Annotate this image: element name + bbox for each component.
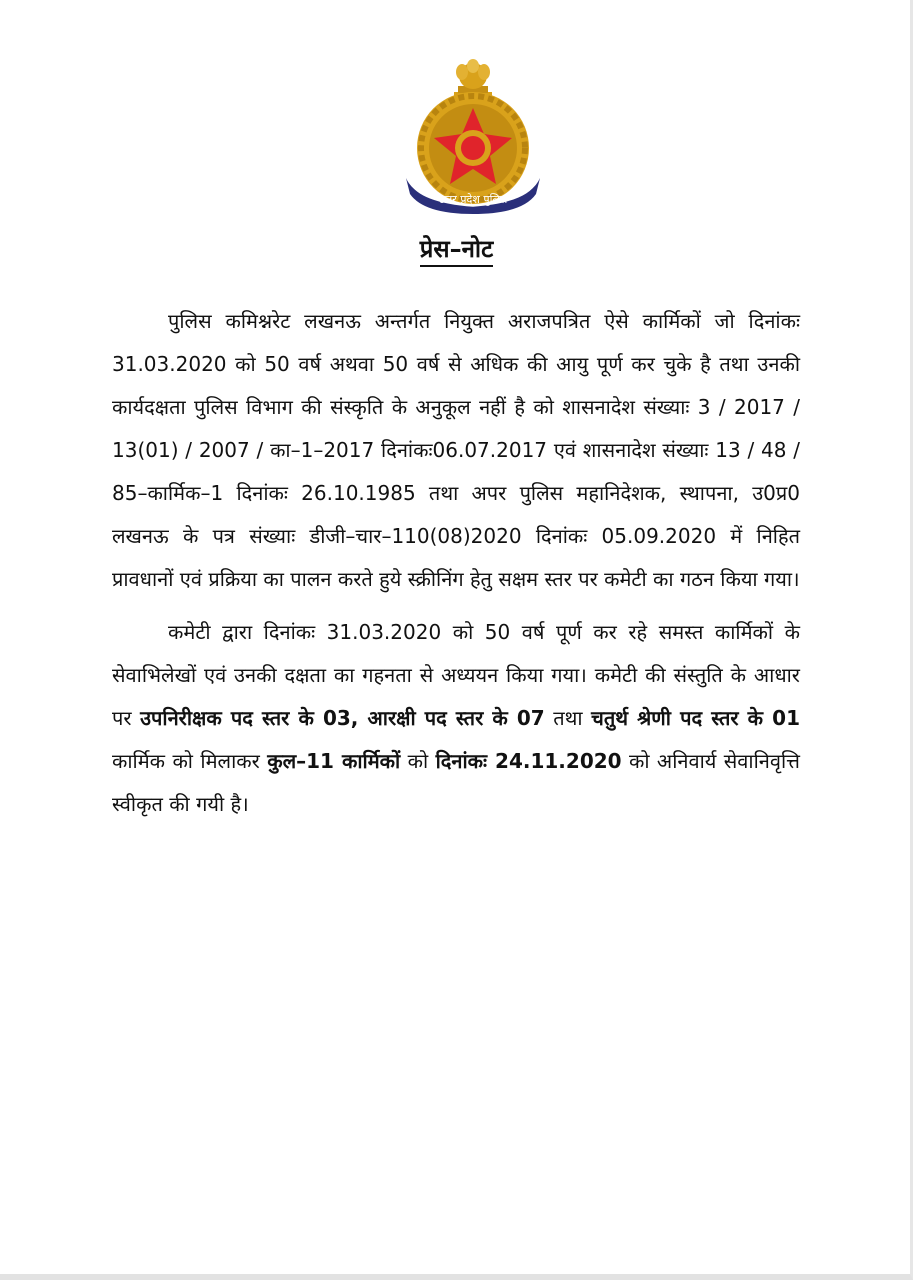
page-title: प्रेस–नोट xyxy=(0,232,913,265)
paragraph-2: कमेटी द्वारा दिनांकः 31.03.2020 को 50 वर्ष पूर्ण कर रहे समस्त कार्मिकों के सेवाभिलेखों एवं उनकी दक्षता का गहनता से अध्ययन किया गया। कमेटी की संस्तुति के आधार पर उपनिरीक्षक पद स्तर के 03, आरक्षी पद स्तर के 07 तथा चतुर्थ श्रेणी पद स्तर के 01 कार्मिक को मिलाकर कुल–11 कार्मिकों को दिनांकः 24.11.2020 को अनिवार्य सेवानिवृत्ति स्वीकृत की गयी है। xyxy=(112,620,801,816)
up-police-emblem-icon xyxy=(402,56,544,216)
press-note-body xyxy=(112,300,800,826)
paragraph-1: पुलिस कमिश्नरेट लखनऊ अन्तर्गत नियुक्त अराजपत्रित ऐसे कार्मिकों जो दिनांकः 31.03.2020 को 50 वर्ष अथवा 50 वर्ष से अधिक की आयु पूर्ण कर चुके है तथा उनकी कार्यदक्षता पुलिस विभाग की संस्कृति के अनुकूल नहीं है को शासनादेश संख्याः 3 / 2017 / 13(01) / 2007 / का–1–2017 दिनांकः06.07.2017 एवं शासनादेश संख्याः 13 / 48 / 85–कार्मिक–1 दिनांकः 26.10.1985 तथा अपर पुलिस महानिदेशक, स्थापना, उ0प्र0 लखनऊ के पत्र संख्याः डीजी–चार–110(08)2020 दिनांकः 05.09.2020 में निहित प्रावधानों एवं प्रक्रिया का पालन करते हुये स्क्रीनिंग हेतु सक्षम स्तर पर कमेटी का गठन किया गया। xyxy=(112,309,800,591)
svg-text:उत्तर प्रदेश पुलिस: उत्तर प्रदेश पुलिस xyxy=(438,193,508,206)
